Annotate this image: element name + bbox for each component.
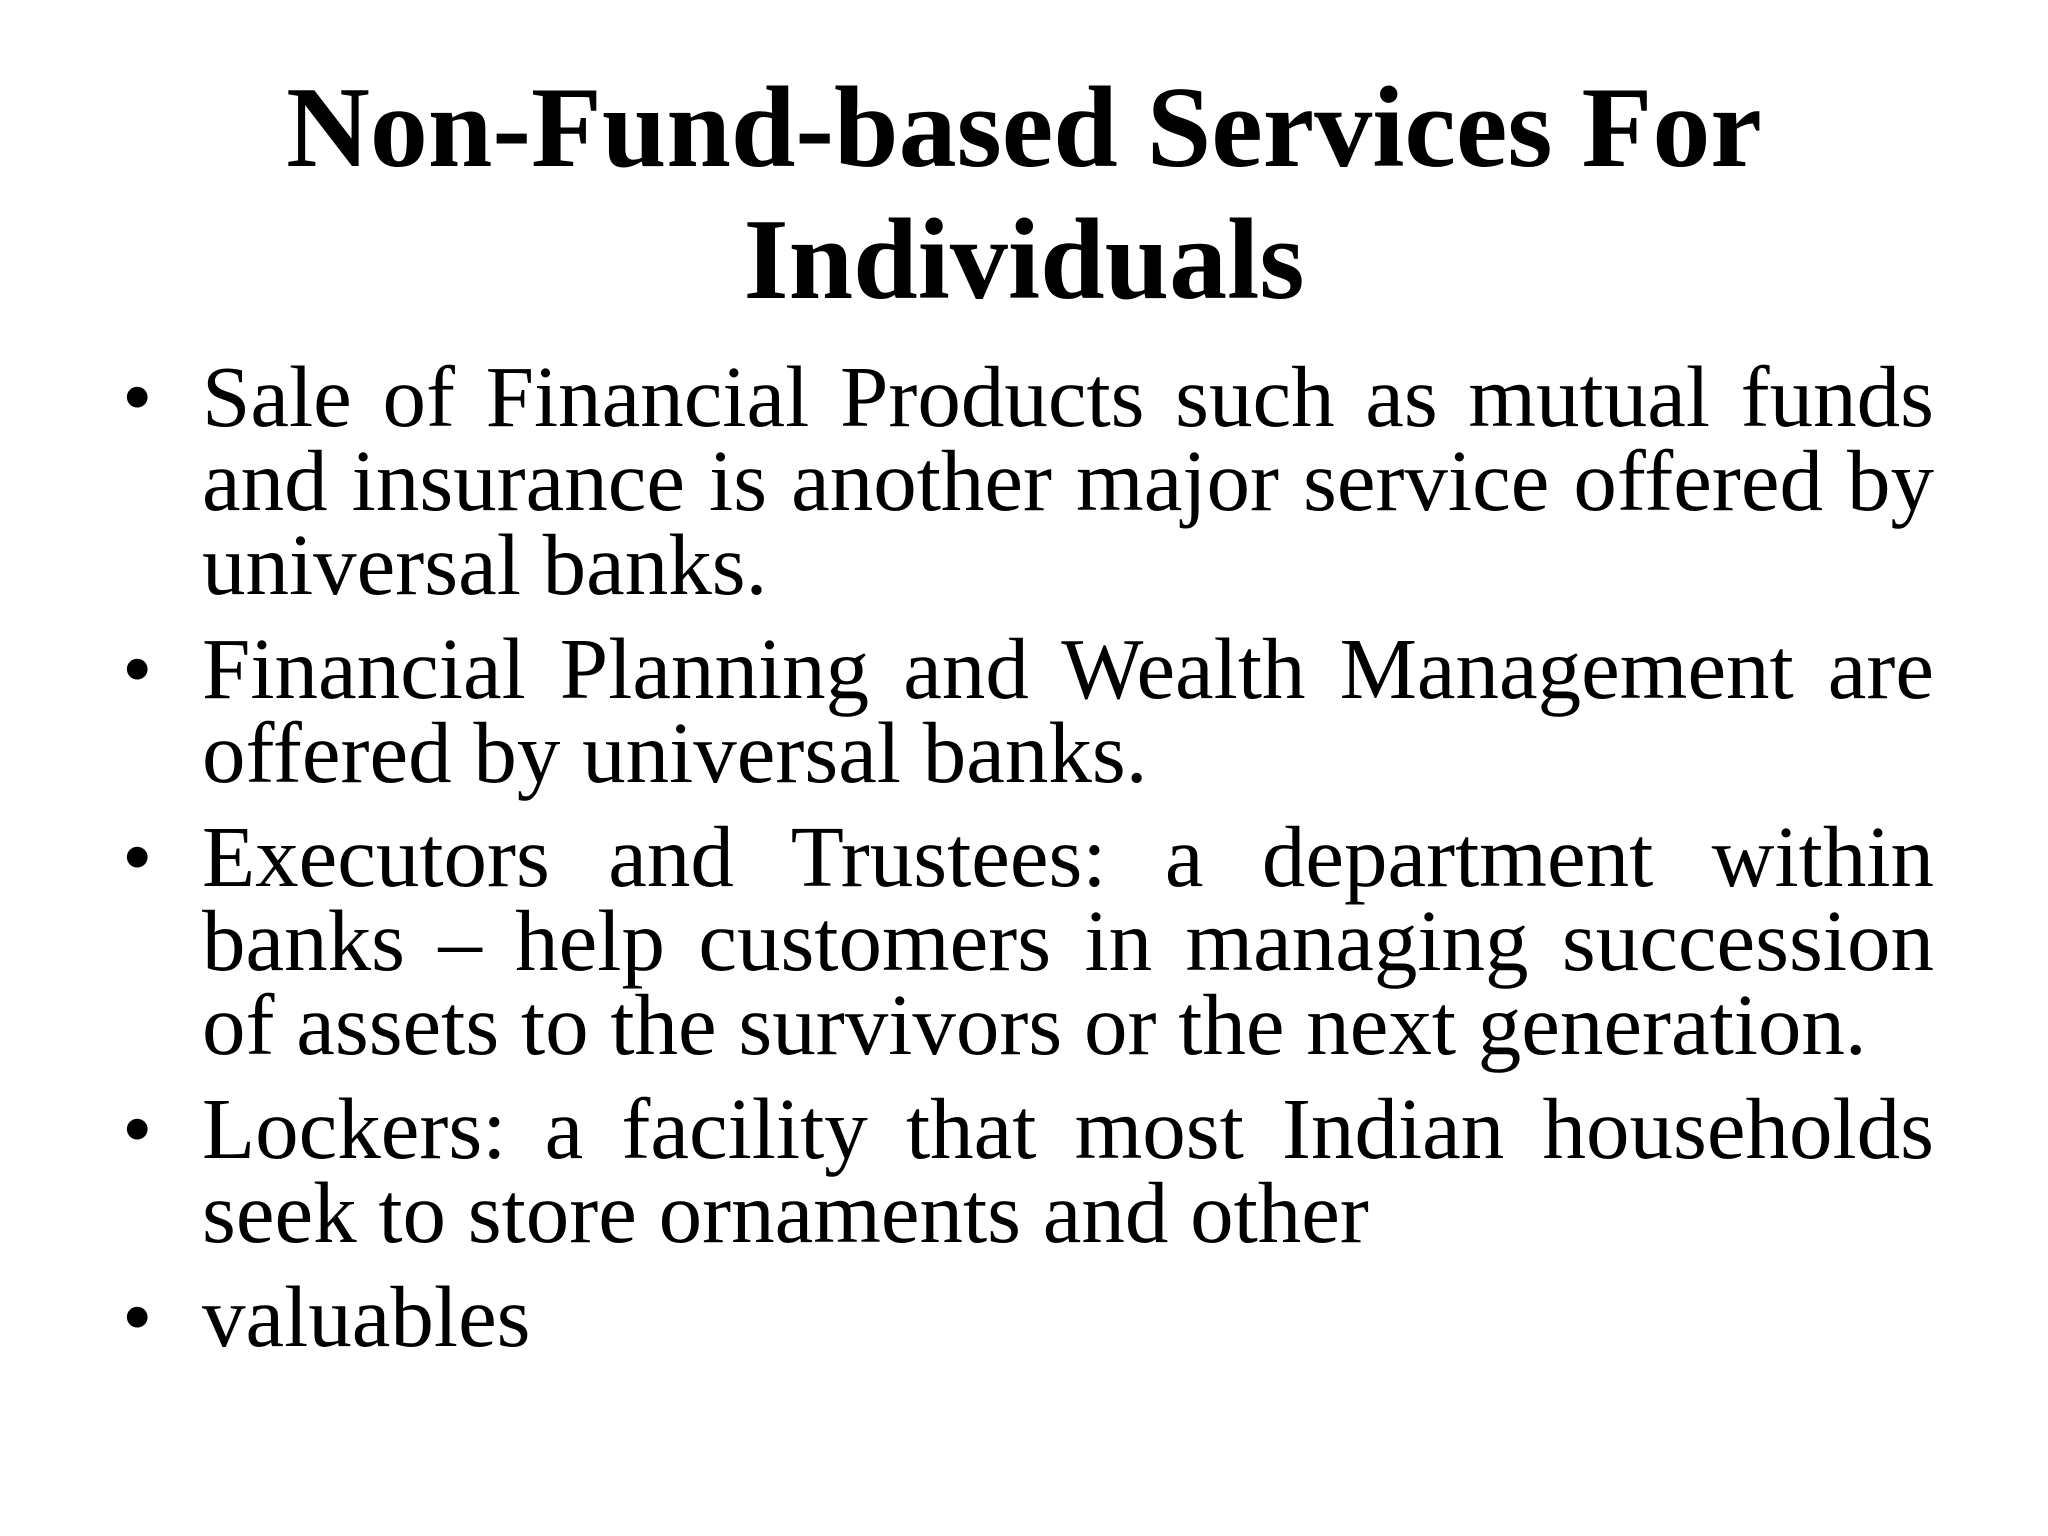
bullet-icon: • [122,348,153,445]
bullet-icon: • [122,808,153,905]
bullet-item-financial-planning [122,620,1934,801]
bullet-list [122,348,1934,1379]
bullet-icon: • [122,620,153,717]
bullet-text: Financial Planning and Wealth Management are offered by universal banks. [202,620,1934,801]
bullet-item-executors-and-trustees [122,808,1934,1073]
bullet-icon: • [122,1268,153,1365]
bullet-item-valuables [122,1268,1934,1365]
bullet-text: Lockers: a facility that most Indian households seek to store ornaments and other [202,1080,1934,1261]
bullet-item-lockers [122,1080,1934,1261]
slide-title: Non-Fund-based Services For Individuals [286,64,1762,324]
bullet-text: valuables [202,1268,531,1365]
bullet-item-sale-of-financial-products [122,348,1934,613]
bullet-icon: • [122,1080,153,1177]
bullet-text: Executors and Trustees: a department within banks – help customers in managing succession of assets to the survivors or the next generation. [202,808,1934,1073]
bullet-text: Sale of Financial Products such as mutual funds and insurance is another major service offered by universal banks. [202,348,1934,613]
